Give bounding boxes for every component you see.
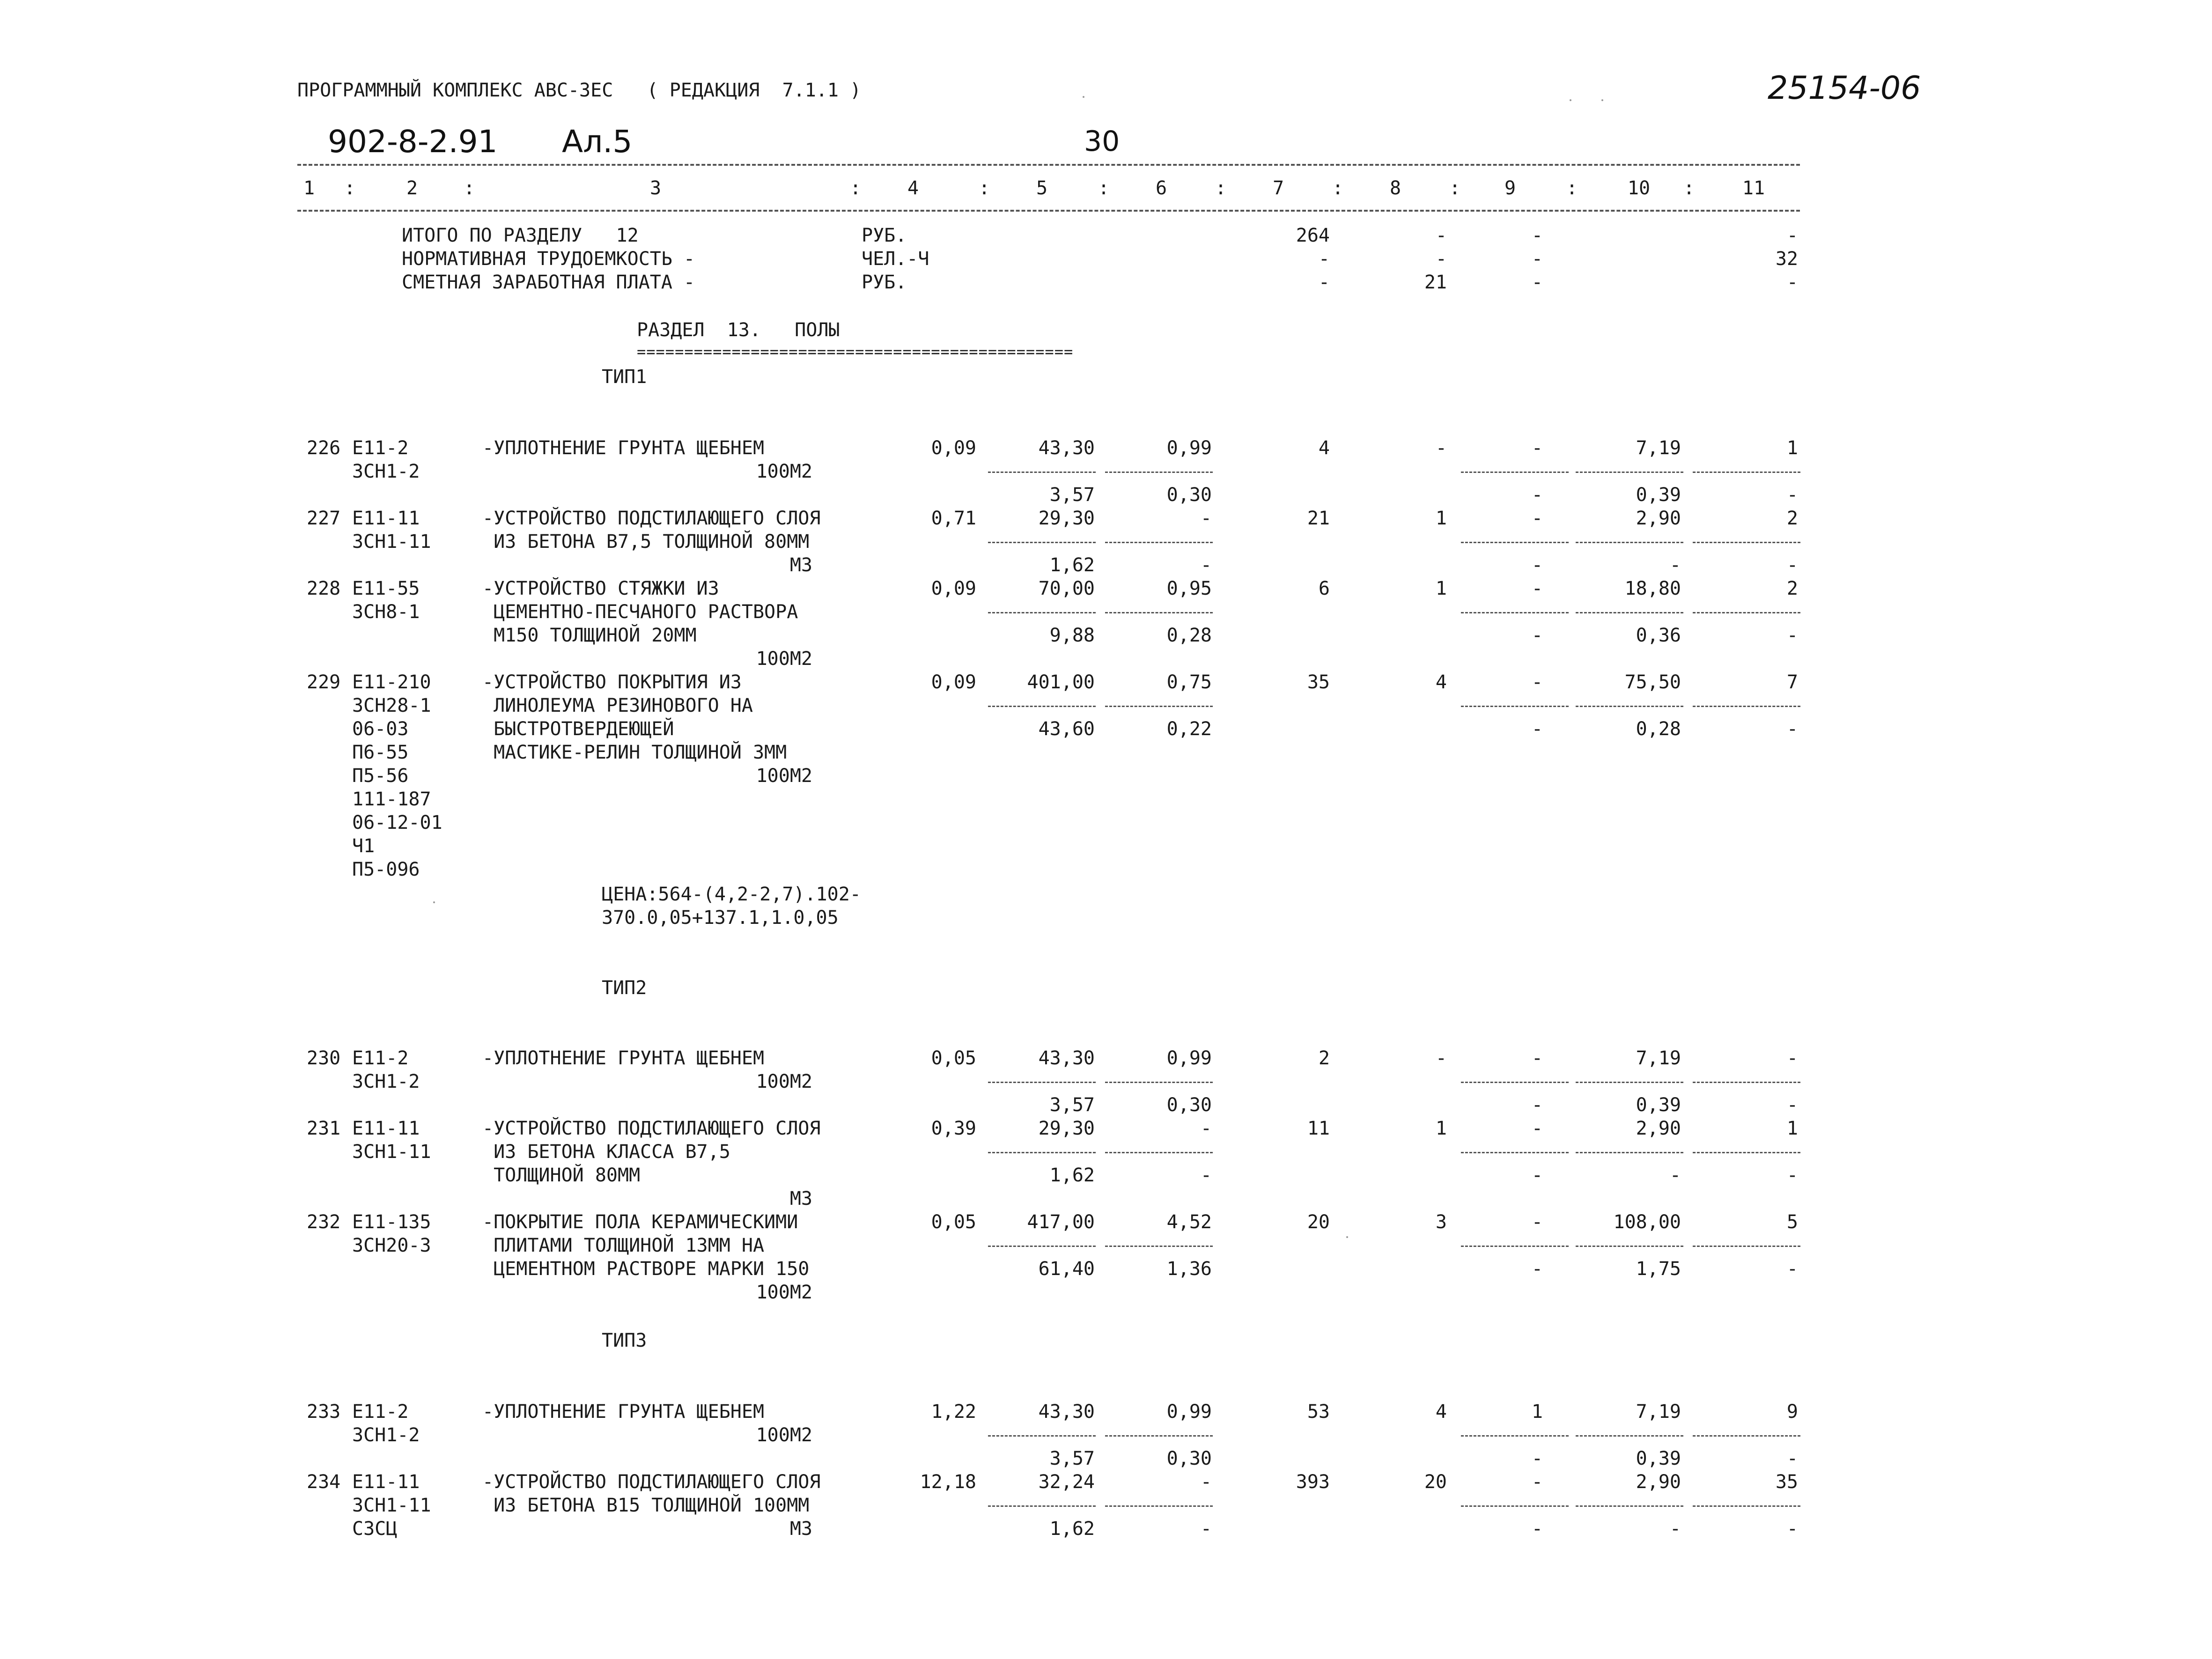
row-col9-wage: - <box>1531 554 1543 576</box>
row-subtotal-rule <box>1576 706 1683 707</box>
column-header-3: 3 <box>649 177 662 199</box>
row-subtotal-rule <box>1461 1505 1569 1507</box>
row-col11-wage: - <box>1786 484 1798 506</box>
row-number: 234 <box>307 1471 341 1493</box>
row-subtotal-rule <box>1105 1082 1213 1083</box>
row-code: ЗСН8-1 <box>352 601 420 623</box>
row-col8: 1 <box>1435 508 1447 529</box>
row-col9: - <box>1531 1047 1543 1069</box>
row-quantity: 0,09 <box>931 437 976 459</box>
row-number: 230 <box>307 1047 341 1069</box>
row-code: П5-56 <box>352 765 409 787</box>
row-subtotal-rule <box>1693 612 1800 613</box>
row-subtotal-rule <box>1105 542 1213 543</box>
column-header-1: 1 <box>303 177 315 199</box>
column-header-7: 7 <box>1272 177 1284 199</box>
total-unit: ЧЕЛ.-Ч <box>862 248 929 270</box>
column-separator: : <box>1449 177 1461 199</box>
column-separator: : <box>1566 177 1578 199</box>
row-col8: 20 <box>1424 1471 1447 1493</box>
row-subtotal-rule <box>988 612 1096 613</box>
row-subtotal-rule <box>988 1152 1096 1153</box>
total-label: НОРМАТИВНАЯ ТРУДОЕМКОСТЬ - <box>402 248 695 270</box>
row-quantity: 0,71 <box>931 508 976 529</box>
row-subtotal-rule <box>1105 612 1213 613</box>
row-subtotal-rule <box>1461 1152 1569 1153</box>
column-separator: : <box>1683 177 1695 199</box>
row-subtotal-rule <box>1461 1082 1569 1083</box>
total-col8: 21 <box>1424 272 1447 293</box>
row-unit: 100М2 <box>756 1282 812 1303</box>
row-subtotal-rule <box>1693 1246 1800 1247</box>
row-col6: 4,52 <box>1166 1211 1212 1233</box>
row-code: Е11-11 <box>352 1118 420 1139</box>
row-col6: 0,95 <box>1166 578 1212 599</box>
row-subtotal-rule <box>1576 1435 1683 1437</box>
row-description: -УСТРОЙСТВО ПОДСТИЛАЮЩЕГО СЛОЯ <box>482 508 821 529</box>
row-col5: 29,30 <box>1038 1118 1095 1139</box>
row-subtotal-rule <box>1693 472 1800 473</box>
row-unit: 100М2 <box>756 765 812 787</box>
row-col9: - <box>1531 1211 1543 1233</box>
row-description: -УСТРОЙСТВО ПОКРЫТИЯ ИЗ <box>482 671 742 693</box>
row-description: ИЗ БЕТОНА КЛАССА В7,5 <box>482 1141 730 1163</box>
row-col8: - <box>1435 1047 1447 1069</box>
row-col5: 43,30 <box>1038 1401 1095 1423</box>
row-code: Е11-2 <box>352 1047 409 1069</box>
row-subtotal-rule <box>1693 1082 1800 1083</box>
total-col9: - <box>1531 248 1543 270</box>
row-col5: 43,30 <box>1038 1047 1095 1069</box>
total-col9: - <box>1531 272 1543 293</box>
row-col10: 7,19 <box>1636 1401 1681 1423</box>
row-col9-wage: - <box>1531 484 1543 506</box>
row-col9: - <box>1531 671 1543 693</box>
column-header-9: 9 <box>1504 177 1516 199</box>
type-2-heading: ТИП2 <box>602 977 647 999</box>
row-subtotal-rule <box>1693 542 1800 543</box>
row-col9-wage: - <box>1531 1165 1543 1186</box>
row-col11-wage: - <box>1786 625 1798 646</box>
row-unit: М3 <box>789 554 812 576</box>
row-code: ЗСН1-2 <box>352 1071 420 1092</box>
row-subtotal-rule <box>1693 1505 1800 1507</box>
row-col10-wage: 0,39 <box>1636 484 1681 506</box>
row-col11-wage: - <box>1786 1518 1798 1540</box>
row-subtotal-rule <box>988 706 1096 707</box>
total-col7: 264 <box>1296 225 1330 246</box>
total-col11: 32 <box>1775 248 1798 270</box>
row-subtotal-rule <box>1105 706 1213 707</box>
row-subtotal-rule <box>1576 1246 1683 1247</box>
total-unit: РУБ. <box>862 272 907 293</box>
row-col10-wage: 1,75 <box>1636 1258 1681 1280</box>
row-col11: 1 <box>1786 437 1798 459</box>
row-col5: 70,00 <box>1038 578 1095 599</box>
row-col5: 32,24 <box>1038 1471 1095 1493</box>
row-quantity: 1,22 <box>931 1401 976 1423</box>
total-label: СМЕТНАЯ ЗАРАБОТНАЯ ПЛАТА - <box>402 272 695 293</box>
row-code: ЗСН1-2 <box>352 1424 420 1446</box>
row-subtotal-rule <box>1461 612 1569 613</box>
row-col7: 6 <box>1318 578 1330 599</box>
row-col6: 0,99 <box>1166 1401 1212 1423</box>
row-col11-wage: - <box>1786 554 1798 576</box>
row-col11: - <box>1786 1047 1798 1069</box>
row-subtotal-rule <box>1693 1435 1800 1437</box>
type-1-heading: ТИП1 <box>602 366 647 388</box>
row-subtotal-rule <box>988 1246 1096 1247</box>
row-col7: 393 <box>1296 1471 1330 1493</box>
row-subtotal-rule <box>988 1505 1096 1507</box>
row-description: -УПЛОТНЕНИЕ ГРУНТА ЩЕБНЕМ <box>482 1047 765 1069</box>
row-col5: 417,00 <box>1027 1211 1095 1233</box>
row-col11: 9 <box>1786 1401 1798 1423</box>
row-col10: 18,80 <box>1624 578 1681 599</box>
column-header-5: 5 <box>1036 177 1048 199</box>
row-col5-wage: 1,62 <box>1049 1518 1095 1540</box>
row-description: ЛИНОЛЕУМА РЕЗИНОВОГО НА <box>482 695 753 716</box>
row-subtotal-rule <box>1576 542 1683 543</box>
row-subtotal-rule <box>988 542 1096 543</box>
row-col11: 2 <box>1786 508 1798 529</box>
row-col9: - <box>1531 1471 1543 1493</box>
total-col11: - <box>1786 225 1798 246</box>
total-label: ИТОГО ПО РАЗДЕЛУ 12 <box>402 225 639 246</box>
row-code: П5-096 <box>352 859 420 880</box>
total-unit: РУБ. <box>862 225 907 246</box>
column-separator: : <box>464 177 475 199</box>
row-subtotal-rule <box>1576 1082 1683 1083</box>
row-subtotal-rule <box>1105 1152 1213 1153</box>
row-col5: 29,30 <box>1038 508 1095 529</box>
section-title: РАЗДЕЛ 13. ПОЛЫ <box>637 319 840 341</box>
row-col10: 2,90 <box>1636 508 1681 529</box>
row-col6-wage: 0,30 <box>1166 1448 1212 1469</box>
total-col8: - <box>1435 225 1447 246</box>
row-col5-wage: 3,57 <box>1049 1094 1095 1116</box>
row-subtotal-rule <box>988 1082 1096 1083</box>
row-number: 226 <box>307 437 341 459</box>
column-separator: : <box>979 177 990 199</box>
row-subtotal-rule <box>1576 1152 1683 1153</box>
row-col11: 5 <box>1786 1211 1798 1233</box>
row-description: -УСТРОЙСТВО ПОДСТИЛАЮЩЕГО СЛОЯ <box>482 1471 821 1493</box>
row-col5-wage: 9,88 <box>1049 625 1095 646</box>
row-col11: 2 <box>1786 578 1798 599</box>
row-col7: 20 <box>1307 1211 1330 1233</box>
row-code: Е11-11 <box>352 508 420 529</box>
row-code: Ч1 <box>352 835 375 857</box>
row-col6: - <box>1200 508 1212 529</box>
row-col8: 4 <box>1435 671 1447 693</box>
row-col10-wage: 0,28 <box>1636 718 1681 740</box>
row-description: -УСТРОЙСТВО СТЯЖКИ ИЗ <box>482 578 719 599</box>
row-description: -УСТРОЙСТВО ПОДСТИЛАЮЩЕГО СЛОЯ <box>482 1118 821 1139</box>
row-col9-wage: - <box>1531 1518 1543 1540</box>
row-col10: 75,50 <box>1624 671 1681 693</box>
column-header-11: 11 <box>1742 177 1765 199</box>
row-col11: 7 <box>1786 671 1798 693</box>
row-col6-wage: 1,36 <box>1166 1258 1212 1280</box>
row-col11-wage: - <box>1786 1165 1798 1186</box>
row-col8: - <box>1435 437 1447 459</box>
row-subtotal-rule <box>1461 472 1569 473</box>
row-subtotal-rule <box>988 1435 1096 1437</box>
row-number: 231 <box>307 1118 341 1139</box>
row-col7: 4 <box>1318 437 1330 459</box>
row-col5: 43,30 <box>1038 437 1095 459</box>
row-quantity: 12,18 <box>920 1471 976 1493</box>
row-col7: 2 <box>1318 1047 1330 1069</box>
row-code: 06-12-01 <box>352 812 442 833</box>
row-unit: М3 <box>789 1188 812 1209</box>
scan-speck <box>1570 99 1571 101</box>
row-subtotal-rule <box>1105 472 1213 473</box>
row-col6-wage: - <box>1200 554 1212 576</box>
total-col11: - <box>1786 272 1798 293</box>
row-col10-wage: 0,36 <box>1636 625 1681 646</box>
row-subtotal-rule <box>1461 706 1569 707</box>
row-unit: 100М2 <box>756 1424 812 1446</box>
row-col6-wage: - <box>1200 1165 1212 1186</box>
column-header-6: 6 <box>1155 177 1167 199</box>
row-description: ПЛИТАМИ ТОЛЩИНОЙ 13ММ НА <box>482 1235 765 1256</box>
row-col8: 1 <box>1435 578 1447 599</box>
row-code: Е11-210 <box>352 671 431 693</box>
scan-speck <box>1601 99 1603 101</box>
row-number: 229 <box>307 671 341 693</box>
row-col10: 7,19 <box>1636 1047 1681 1069</box>
row-col6: 0,99 <box>1166 437 1212 459</box>
row-unit: 100М2 <box>756 1071 812 1092</box>
total-col7: - <box>1318 248 1330 270</box>
row-col5-wage: 1,62 <box>1049 1165 1095 1186</box>
row-col5-wage: 1,62 <box>1049 554 1095 576</box>
row-col6-wage: 0,30 <box>1166 1094 1212 1116</box>
row-unit: 100М2 <box>756 461 812 482</box>
row-code: ЗСН20-3 <box>352 1235 431 1256</box>
row-col11: 1 <box>1786 1118 1798 1139</box>
scan-speck <box>433 901 435 903</box>
row-col9-wage: - <box>1531 1448 1543 1469</box>
row-subtotal-rule <box>1461 1246 1569 1247</box>
doc-number: 25154-06 <box>1768 70 1921 107</box>
page-number: 30 <box>1084 125 1120 158</box>
column-header-4: 4 <box>907 177 919 199</box>
row-col6: - <box>1200 1471 1212 1493</box>
row-col9: 1 <box>1531 1401 1543 1423</box>
row-col10-wage: - <box>1669 1165 1681 1186</box>
row-col9: - <box>1531 508 1543 529</box>
row-col7: 53 <box>1307 1401 1330 1423</box>
column-header-8: 8 <box>1389 177 1401 199</box>
row-subtotal-rule <box>1576 1505 1683 1507</box>
row-description: -ПОКРЫТИЕ ПОЛА КЕРАМИЧЕСКИМИ <box>482 1211 798 1233</box>
row-number: 232 <box>307 1211 341 1233</box>
row-col7: 21 <box>1307 508 1330 529</box>
price-formula-line-2: 370.0,05+137.1,1.0,05 <box>602 907 839 929</box>
row-col7: 35 <box>1307 671 1330 693</box>
row-subtotal-rule <box>1693 1152 1800 1153</box>
row-col8: 1 <box>1435 1118 1447 1139</box>
row-col10-wage: - <box>1669 1518 1681 1540</box>
row-col10: 2,90 <box>1636 1118 1681 1139</box>
row-subtotal-rule <box>1105 1246 1213 1247</box>
row-col5-wage: 61,40 <box>1038 1258 1095 1280</box>
row-col6: 0,99 <box>1166 1047 1212 1069</box>
row-col11-wage: - <box>1786 718 1798 740</box>
total-col8: - <box>1435 248 1447 270</box>
project-code: 902-8-2.91 <box>328 124 498 160</box>
row-description: ЦЕМЕНТНО-ПЕСЧАНОГО РАСТВОРА <box>482 601 798 623</box>
row-col5-wage: 3,57 <box>1049 1448 1095 1469</box>
row-col10: 108,00 <box>1613 1211 1681 1233</box>
row-code: П6-55 <box>352 742 409 763</box>
row-code: Е11-55 <box>352 578 420 599</box>
row-number: 233 <box>307 1401 341 1423</box>
row-col6: - <box>1200 1118 1212 1139</box>
row-code: ЗСН1-2 <box>352 461 420 482</box>
row-col9-wage: - <box>1531 1258 1543 1280</box>
row-code: ЗСН1-11 <box>352 1495 431 1516</box>
sheet-label: Ал.5 <box>562 124 633 160</box>
row-subtotal-rule <box>1105 1435 1213 1437</box>
row-col9-wage: - <box>1531 625 1543 646</box>
row-subtotal-rule <box>1461 1435 1569 1437</box>
column-separator: : <box>1098 177 1110 199</box>
row-description: МАСТИКЕ-РЕЛИН ТОЛЩИНОЙ 3ММ <box>482 742 787 763</box>
row-quantity: 0,05 <box>931 1211 976 1233</box>
column-separator: : <box>1332 177 1344 199</box>
row-col11: 35 <box>1775 1471 1798 1493</box>
row-col6-wage: 0,30 <box>1166 484 1212 506</box>
row-col8: 3 <box>1435 1211 1447 1233</box>
row-code: ЗСН1-11 <box>352 1141 431 1163</box>
row-quantity: 0,09 <box>931 578 976 599</box>
column-separator: : <box>344 177 356 199</box>
row-col6-wage: - <box>1200 1518 1212 1540</box>
row-code: Е11-2 <box>352 1401 409 1423</box>
row-description: ИЗ БЕТОНА В15 ТОЛЩИНОЙ 100ММ <box>482 1495 810 1516</box>
row-code: Е11-2 <box>352 437 409 459</box>
column-header-2: 2 <box>406 177 418 199</box>
row-description: БЫСТРОТВЕРДЕЮЩЕЙ <box>482 718 674 740</box>
row-col10-wage: 0,39 <box>1636 1094 1681 1116</box>
row-description: -УПЛОТНЕНИЕ ГРУНТА ЩЕБНЕМ <box>482 1401 765 1423</box>
row-subtotal-rule <box>1693 706 1800 707</box>
row-col11-wage: - <box>1786 1448 1798 1469</box>
row-subtotal-rule <box>1105 1505 1213 1507</box>
column-separator: : <box>1215 177 1227 199</box>
header-rule-bottom <box>297 210 1800 212</box>
header-rule-top <box>297 164 1800 166</box>
scan-speck <box>1083 96 1084 98</box>
row-col9-wage: - <box>1531 718 1543 740</box>
row-col6: 0,75 <box>1166 671 1212 693</box>
column-separator: : <box>850 177 862 199</box>
program-header: ПРОГРАММНЫЙ КОМПЛЕКС АВС-ЗЕС ( РЕДАКЦИЯ 7.1.1 ) <box>297 80 862 101</box>
row-description: -УПЛОТНЕНИЕ ГРУНТА ЩЕБНЕМ <box>482 437 765 459</box>
row-number: 228 <box>307 578 341 599</box>
row-code: ЗСН28-1 <box>352 695 431 716</box>
row-subtotal-rule <box>988 472 1096 473</box>
row-subtotal-rule <box>1576 612 1683 613</box>
row-description: ИЗ БЕТОНА В7,5 ТОЛЩИНОЙ 80ММ <box>482 531 810 553</box>
section-underline: ============================================== <box>637 343 1074 361</box>
total-col9: - <box>1531 225 1543 246</box>
row-code: Е11-135 <box>352 1211 431 1233</box>
column-header-10: 10 <box>1627 177 1651 199</box>
row-quantity: 0,39 <box>931 1118 976 1139</box>
row-unit: 100М2 <box>756 648 812 670</box>
row-col5: 401,00 <box>1027 671 1095 693</box>
row-col10: 2,90 <box>1636 1471 1681 1493</box>
row-col6-wage: 0,22 <box>1166 718 1212 740</box>
row-col6-wage: 0,28 <box>1166 625 1212 646</box>
row-subtotal-rule <box>1461 542 1569 543</box>
price-formula-line-1: ЦЕНА:564-(4,2-2,7).102- <box>602 884 861 905</box>
type-3-heading: ТИП3 <box>602 1330 647 1351</box>
row-col5-wage: 3,57 <box>1049 484 1095 506</box>
row-subtotal-rule <box>1576 472 1683 473</box>
row-col11-wage: - <box>1786 1094 1798 1116</box>
row-col5-wage: 43,60 <box>1038 718 1095 740</box>
row-col10: 7,19 <box>1636 437 1681 459</box>
total-col7: - <box>1318 272 1330 293</box>
row-unit: М3 <box>789 1518 812 1540</box>
row-col9: - <box>1531 437 1543 459</box>
row-col9: - <box>1531 1118 1543 1139</box>
row-description: ТОЛЩИНОЙ 80ММ <box>482 1165 641 1186</box>
row-code: ЗСН1-11 <box>352 531 431 553</box>
row-col9: - <box>1531 578 1543 599</box>
row-col7: 11 <box>1307 1118 1330 1139</box>
row-description: М150 ТОЛЩИНОЙ 20ММ <box>482 625 697 646</box>
row-code: СЗСЦ <box>352 1518 398 1540</box>
scan-speck <box>1346 1236 1348 1238</box>
row-number: 227 <box>307 508 341 529</box>
row-description: ЦЕМЕНТНОМ РАСТВОРЕ МАРКИ 150 <box>482 1258 810 1280</box>
row-code: 111-187 <box>352 789 431 810</box>
row-code: 06-03 <box>352 718 409 740</box>
row-col8: 4 <box>1435 1401 1447 1423</box>
row-col10-wage: - <box>1669 554 1681 576</box>
row-col10-wage: 0,39 <box>1636 1448 1681 1469</box>
row-col9-wage: - <box>1531 1094 1543 1116</box>
row-code: Е11-11 <box>352 1471 420 1493</box>
row-quantity: 0,05 <box>931 1047 976 1069</box>
row-col11-wage: - <box>1786 1258 1798 1280</box>
row-quantity: 0,09 <box>931 671 976 693</box>
